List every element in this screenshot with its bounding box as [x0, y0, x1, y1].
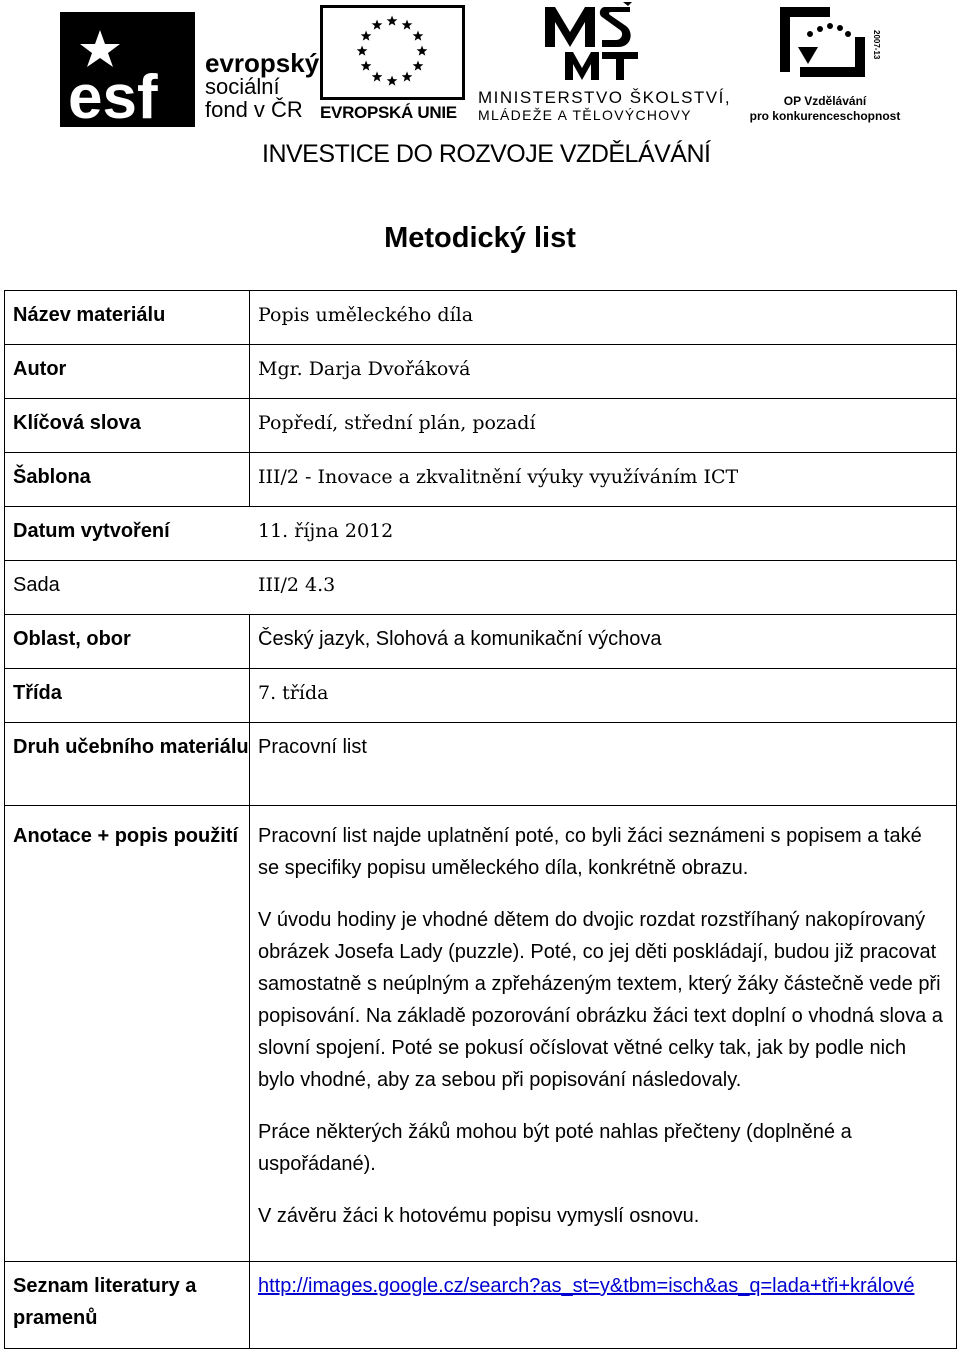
row-value: [250, 345, 957, 399]
table-row: [5, 561, 957, 615]
eu-logo: [320, 5, 468, 125]
row-label-text: Druh učebního materiálu: [13, 736, 249, 758]
row-value: [250, 399, 957, 453]
row-value-text: III/2 - Inovace a zkvalitnění výuky využíváním ICT: [258, 466, 739, 488]
annotation-paragraph: V závěru žáci k hotovému popisu vymyslí osnovu.: [258, 1205, 700, 1227]
page-title: [0, 222, 960, 255]
annotation-paragraph: V úvodu hodiny je vhodné dětem do dvojic rozdat rozstříhaný nakopírovaný obrázek Josefa Lady (puzzle). Poté, co jej děti poskládají, budou již pracovat samostatně s neúplným a zpřeházeným textem, který žáky částečně vede při popisování. Na základě pozorování obrázku žáci text doplní o vhodná slova a slovní spojení. Poté se pokusí očíslovat větné celky tak, jak by podle nich bylo vhodné, aby za sebou při popisování následovaly.: [258, 909, 943, 1091]
header-logos: [0, 0, 960, 175]
row-value: [250, 291, 957, 345]
eu-label: EVROPSKÁ UNIE: [320, 103, 457, 122]
table-row: [5, 669, 957, 723]
row-label-text: Klíčová slova: [13, 412, 141, 434]
table-row: [5, 453, 957, 507]
msmt-monogram-icon: [540, 2, 670, 82]
row-label-text: Název materiálu: [13, 304, 166, 326]
row-value-text: Mgr. Darja Dvořáková: [258, 358, 471, 380]
row-label-text: Oblast, obor: [13, 628, 131, 650]
source-link[interactable]: http://images.google.cz/search?as_st=y&tbm=isch&as_q=lada+tři+králové: [258, 1275, 915, 1297]
row-value: [250, 669, 957, 723]
row-value-text: Popis uměleckého díla: [258, 304, 474, 326]
eu-star-icon: [387, 75, 398, 85]
row-value: [250, 453, 957, 507]
op-logo: [740, 2, 910, 127]
investice-banner: INVESTICE DO ROZVOJE VZDĚLÁVÁNÍ: [262, 140, 711, 168]
msmt-line-1: MINISTERSTVO ŠKOLSTVÍ,: [478, 88, 732, 107]
row-value: [250, 615, 957, 669]
row-label: [5, 453, 250, 507]
eu-star-icon: [413, 30, 424, 40]
row-label-text: Datum vytvoření: [13, 520, 170, 542]
table-row: [5, 345, 957, 399]
metadata-table: [4, 290, 957, 1349]
row-value-text: 7. třída: [258, 682, 329, 704]
op-line-1: OP Vzdělávání: [783, 94, 867, 108]
row-value-text: Popředí, střední plán, pozadí: [258, 412, 536, 434]
op-years: 2007-13: [872, 30, 881, 60]
eu-star-icon: [387, 15, 398, 25]
eu-star-icon: [413, 60, 424, 70]
op-emblem-icon: [770, 2, 880, 87]
eu-star-icon: [361, 60, 372, 70]
table-row: [5, 723, 957, 806]
row-label-text: Šablona: [13, 466, 91, 488]
row-label-text: Sada: [13, 574, 60, 596]
esf-mark-icon: [60, 12, 195, 132]
row-label: [5, 669, 250, 723]
msmt-line-2: MLÁDEŽE A TĚLOVÝCHOVY: [478, 107, 692, 123]
row-value-text: 11. října 2012: [258, 520, 394, 542]
annotation-paragraph: Práce některých žáků mohou být poté nahlas přečteny (doplněné a uspořádané).: [258, 1121, 852, 1175]
eu-star-icon: [402, 71, 413, 81]
page-title-text: Metodický list: [384, 222, 576, 254]
eu-star-icon: [372, 20, 383, 30]
esf-text: [205, 48, 320, 122]
eu-star-icon: [417, 45, 428, 55]
row-label: [5, 399, 250, 453]
eu-star-icon: [357, 45, 368, 55]
eu-stars-icon: [320, 5, 465, 100]
table-row: [5, 399, 957, 453]
row-label: [5, 291, 250, 345]
row-combined: [5, 561, 957, 615]
table-row: [5, 615, 957, 669]
svg-text:esf: esf: [68, 63, 158, 132]
eu-star-icon: [402, 20, 413, 30]
annotation-paragraph: Pracovní list najde uplatnění poté, co byli žáci seznámeni s popisem a také se specifiky popisu uměleckého díla, konkrétně obrazu.: [258, 825, 922, 879]
row-value-text: Český jazyk, Slohová a komunikační výchova: [258, 628, 662, 650]
table-row: [5, 291, 957, 345]
row-label-text: Třída: [13, 682, 62, 704]
row-label: [5, 345, 250, 399]
esf-line-3: fond v ČR: [205, 97, 303, 122]
table-row: [5, 1262, 957, 1349]
row-label-text: Seznam literatury a pramenů: [13, 1275, 197, 1329]
msmt-logo: [478, 2, 738, 127]
row-label-text: Autor: [13, 358, 67, 380]
row-value-text: III/2 4.3: [258, 574, 336, 596]
esf-line-1: evropský: [205, 48, 320, 78]
table-row: [5, 507, 957, 561]
row-combined: [5, 507, 957, 561]
row-value-text: Pracovní list: [258, 736, 367, 758]
eu-star-icon: [372, 71, 383, 81]
row-label: [5, 723, 250, 806]
row-label-text: Anotace + popis použití: [13, 825, 239, 847]
annotation-cell: [250, 806, 957, 1262]
table-row: [5, 806, 957, 1262]
esf-line-2: sociální: [205, 74, 280, 99]
esf-logo: [60, 12, 320, 132]
row-value: [250, 1262, 957, 1349]
row-label: [5, 806, 250, 1262]
op-line-2: pro konkurenceschopnost: [749, 109, 901, 123]
eu-star-icon: [361, 30, 372, 40]
row-label: [5, 1262, 250, 1349]
row-value: [250, 723, 957, 806]
row-label: [5, 615, 250, 669]
